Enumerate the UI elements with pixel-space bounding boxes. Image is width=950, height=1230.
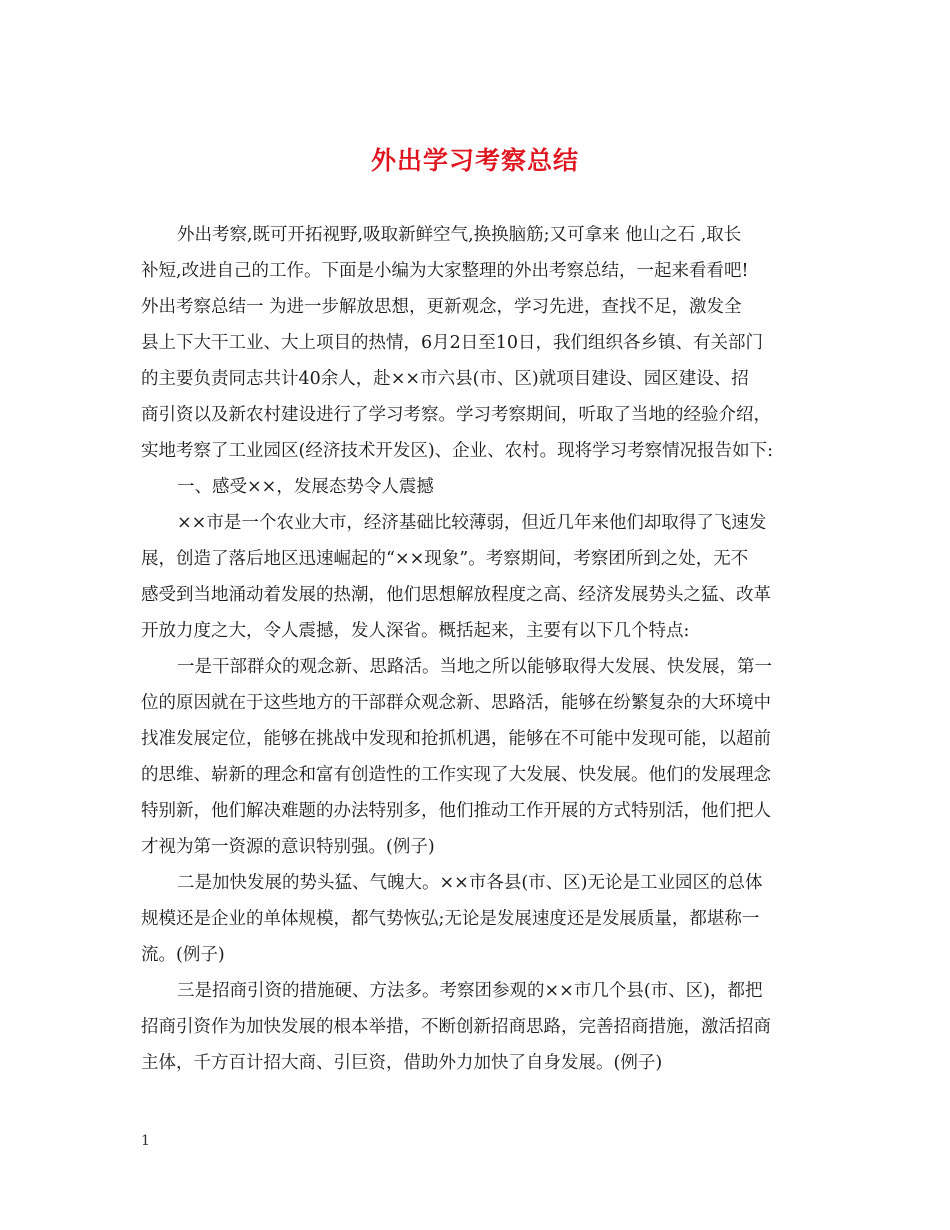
body-line: 才视为第一资源的意识特别强。(例子): [141, 837, 435, 857]
body-line: 二是加快发展的势头猛、气魄大。××市各县(市、区)无论是工业园区的总体: [177, 873, 763, 893]
body-line: 开放力度之大，令人震撼，发人深省。概括起来，主要有以下几个特点:: [141, 621, 690, 641]
body-line: 特别新，他们解决难题的办法特别多，他们推动工作开展的方式特别活，他们把人: [141, 801, 771, 821]
body-line: 实地考察了工业园区(经济技术开发区)、企业、农村。现将学习考察情况报告如下:: [141, 441, 774, 461]
body-line: 县上下大干工业、大上项目的热情，6月2日至10日，我们组织各乡镇、有关部门: [141, 333, 764, 353]
body-line: 三是招商引资的措施硬、方法多。考察团参观的××市几个县(市、区)，都把: [177, 981, 763, 1001]
body-line: 流。(例子): [141, 945, 225, 965]
body-line: ××市是一个农业大市，经济基础比较薄弱，但近几年来他们却取得了飞速发: [177, 513, 767, 533]
body-line: 的思维、崭新的理念和富有创造性的工作实现了大发展、快发展。他们的发展理念: [141, 765, 771, 785]
page-number: 1: [141, 1133, 150, 1149]
body-line: 商引资以及新农村建设进行了学习考察。学习考察期间，听取了当地的经验介绍，: [141, 405, 771, 425]
body-line: 招商引资作为加快发展的根本举措，不断创新招商思路，完善招商措施，激活招商: [141, 1017, 771, 1037]
body-line: 补短,改进自己的工作。下面是小编为大家整理的外出考察总结，一起来看看吧!: [141, 261, 749, 281]
body-line: 主体，千方百计招大商、引巨资，借助外力加快了自身发展。(例子): [141, 1053, 663, 1073]
body-line: 外出考察,既可开拓视野,吸取新鲜空气,换换脑筋;又可拿来 他山之石 ,取长: [177, 225, 742, 245]
body-line: 一是干部群众的观念新、思路活。当地之所以能够取得大发展、快发展，第一: [177, 657, 772, 677]
body-line: 找准发展定位，能够在挑战中发现和抢抓机遇，能够在不可能中发现可能，以超前: [141, 729, 771, 749]
body-line: 外出考察总结一 为进一步解放思想，更新观念，学习先进，查找不足，激发全: [141, 297, 742, 317]
body-line: 展，创造了落后地区迅速崛起的“××现象”。考察期间，考察团所到之处，无不: [141, 549, 749, 569]
body-line: 规模还是企业的单体规模，都气势恢弘;无论是发展速度还是发展质量，都堪称一: [141, 909, 760, 929]
body-line: 位的原因就在于这些地方的干部群众观念新、思路活，能够在纷繁复杂的大环境中: [141, 693, 771, 713]
body-line: 感受到当地涌动着发展的热潮，他们思想解放程度之高、经济发展势头之猛、改革: [141, 585, 771, 605]
document-title: 外出学习考察总结: [370, 146, 579, 175]
body-line: 的主要负责同志共计40余人，赴××市六县(市、区)就项目建设、园区建设、招: [141, 369, 749, 389]
section-heading: 一、感受××，发展态势令人震撼: [177, 477, 434, 497]
